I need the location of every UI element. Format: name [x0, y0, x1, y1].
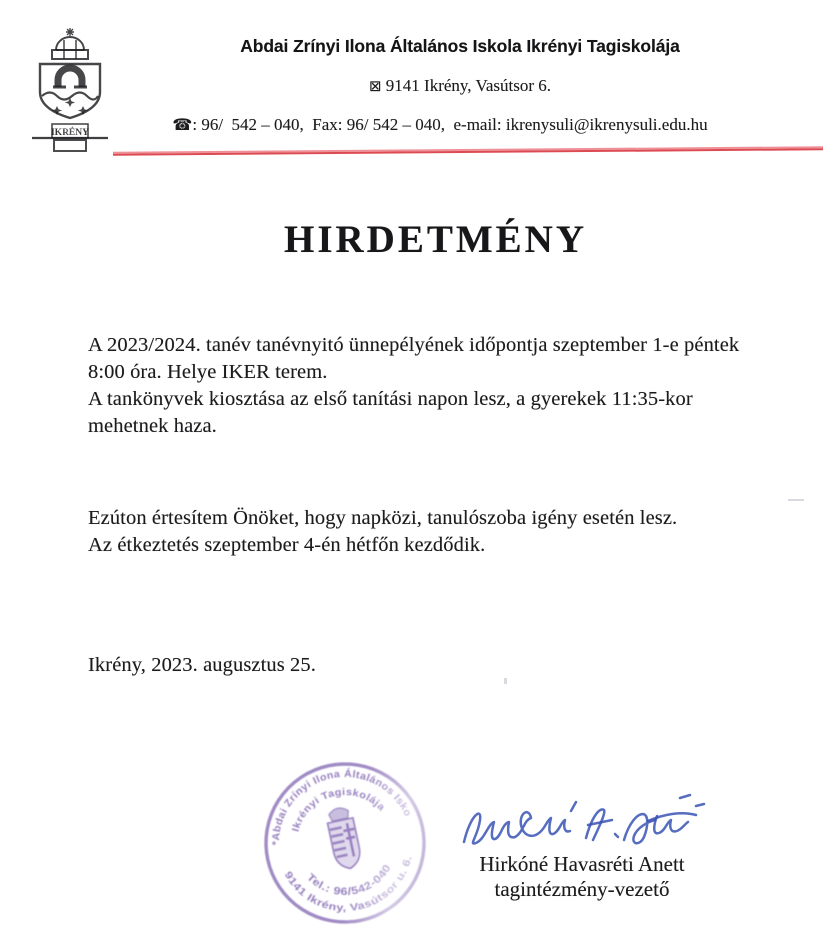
crest-shield	[40, 64, 100, 118]
crest-horseshoe	[58, 68, 82, 87]
scan-artifact	[504, 678, 507, 684]
crest-crown-dome	[56, 37, 84, 50]
stamp-arc-tel-text: Tel.: 96/542-040	[304, 863, 394, 898]
date-line: Ikrény, 2023. augusztus 25.	[88, 654, 316, 676]
stamp-center-crest	[325, 806, 363, 872]
letterhead-divider-rule	[113, 146, 823, 156]
body-line: A 2023/2024. tanév tanévnyitó ünnepélyének időpontja szeptember 1-e péntek	[88, 334, 740, 356]
scan-artifact	[788, 499, 804, 501]
telephone-icon: ☎	[172, 115, 193, 134]
body-line: Ezúton értesítem Önöket, hogy napközi, tanulószoba igény esetén lesz.	[88, 507, 678, 529]
body-line: A tankönyvek kiosztása az első tanítási napon lesz, a gyerekek 11:35-kor	[88, 388, 693, 410]
school-round-stamp	[245, 743, 445, 936]
body-line: Az étkeztetés szeptember 4-én hétfőn kezdődik.	[88, 534, 486, 556]
address-text: 9141 Ikrény, Vasútsor 6.	[381, 76, 552, 95]
envelope-icon: ⊠	[368, 77, 382, 95]
stamp-arc-bottom-text: 9141 Ikrény, Vasútsor u. 6.	[281, 855, 415, 915]
body-line: 8:00 óra. Helye IKER terem.	[88, 361, 328, 383]
signatory-name: Hirkóné Havasréti Anett	[479, 852, 685, 876]
contact-text: : 96/ 542 – 040, Fax: 96/ 542 – 040, e-mail: ikrenysuli@ikrenysuli.edu.hu	[192, 115, 708, 134]
stamp-arc-inner-top-text: Ikrényi Tagiskolája	[290, 786, 387, 833]
document-title: HIRDETMÉNY	[283, 218, 588, 261]
contact-line	[90, 115, 790, 135]
address-line	[120, 76, 800, 96]
crest-top-cross	[66, 28, 74, 36]
crest-caption: IKRÉNY	[50, 128, 90, 138]
signatory-title: tagintézmény-vezető	[494, 877, 670, 901]
crest-crown-band	[52, 50, 88, 59]
stamp-arc-top-text: *Abdai Zrínyi Ilona Általános Isko	[270, 768, 413, 846]
school-name: Abdai Zrínyi Ilona Általános Iskola Ikrényi Tagiskolája	[240, 36, 680, 56]
body-line: mehetnek haza.	[88, 415, 217, 437]
